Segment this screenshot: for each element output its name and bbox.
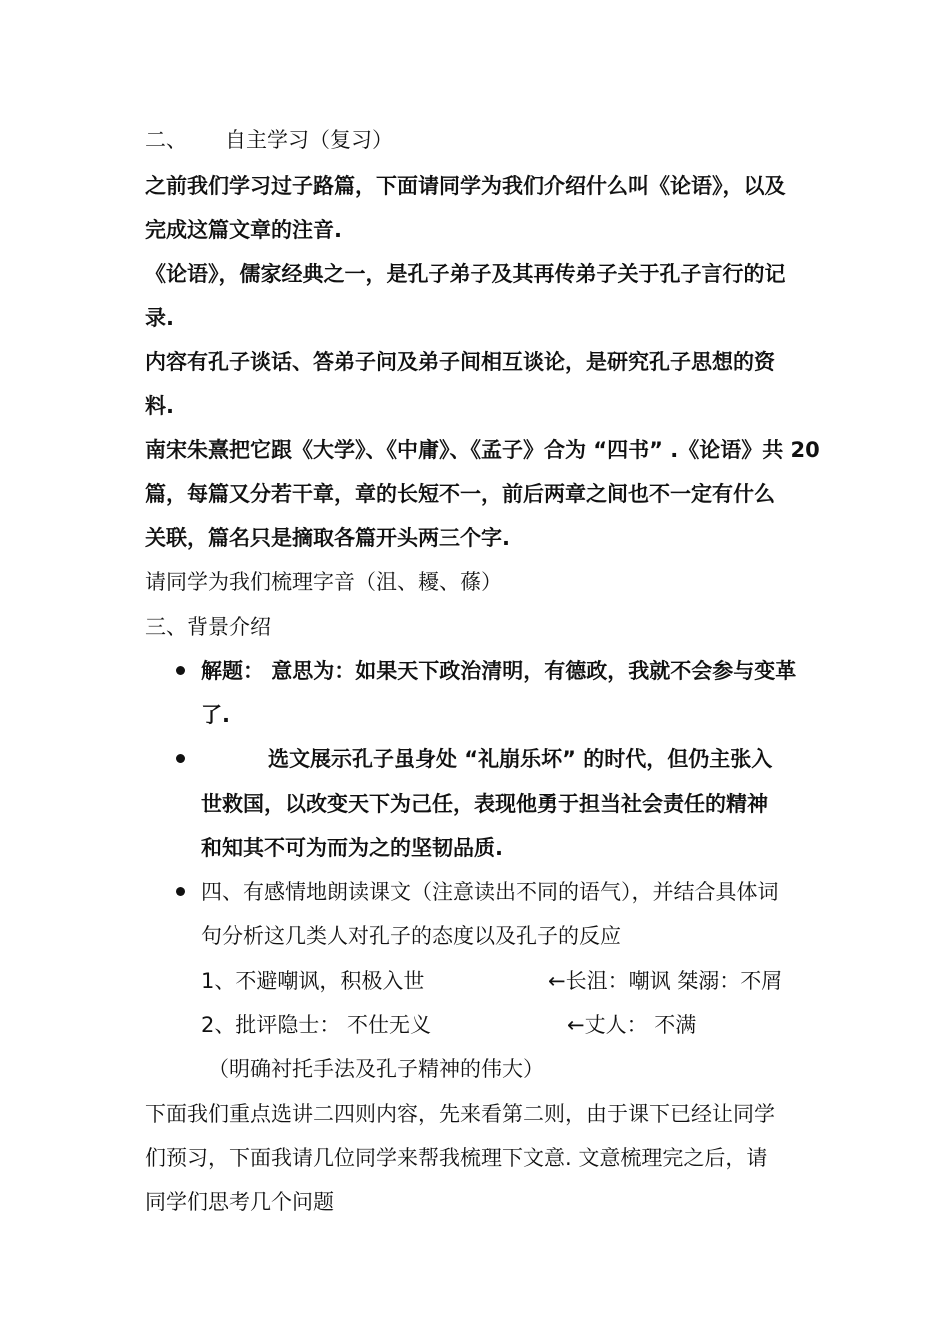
- section-2-number: 二、: [145, 128, 187, 152]
- bullet-3-line-1: 四、有感情地朗读课文（注意读出不同的语气），并结合具体词: [201, 880, 779, 904]
- intro-line-1: 之前我们学习过子路篇，下面请同学为我们介绍什么叫《论语》，以及: [145, 174, 786, 198]
- analysis-row-2: [0, 1010, 950, 1040]
- bullet-1-line-2: 了.: [201, 703, 230, 727]
- bullet-3-line-2: 句分析这几类人对孔子的态度以及孔子的反应: [201, 924, 621, 948]
- pronunciation-line: 请同学为我们梳理字音（沮、耰、蓧）: [145, 570, 502, 594]
- sishu-line-3: 关联，篇名只是摘取各篇开头两三个字.: [145, 526, 510, 550]
- section-2-title: 自主学习（复习）: [225, 128, 393, 152]
- closing-line-3: 同学们思考几个问题: [145, 1190, 334, 1214]
- section-3-heading: 三、背景介绍: [145, 615, 271, 639]
- analysis-row-1: [0, 966, 950, 996]
- analysis-row-1-left: 1、不避嘲讽，积极入世: [201, 969, 425, 993]
- closing-line-2: 们预习，下面我请几位同学来帮我梳理下文意. 文意梳理完之后，请: [145, 1146, 768, 1170]
- bullet-dot-1: [176, 666, 185, 675]
- bullet-2-line-3: 和知其不可为而为之的坚韧品质.: [201, 836, 503, 860]
- analysis-row-2-right: ←丈人： 不满: [567, 1013, 697, 1037]
- analysis-row-2-left: 2、批评隐士： 不仕无义: [201, 1013, 432, 1037]
- intro-line-2: 完成这篇文章的注音.: [145, 218, 342, 242]
- content-line-1: 内容有孔子谈话、答弟子问及弟子间相互谈论，是研究孔子思想的资: [145, 350, 775, 374]
- bullet-2-line-2: 世救国，以改变天下为己任，表现他勇于担当社会责任的精神: [201, 792, 768, 816]
- technique-note: （明确衬托手法及孔子精神的伟大）: [208, 1057, 544, 1081]
- section-2-heading: [145, 125, 393, 155]
- content-line-2: 料.: [145, 394, 174, 418]
- bullet-dot-2: [176, 754, 185, 763]
- sishu-line-2: 篇，每篇又分若干章，章的长短不一，前后两章之间也不一定有什么: [145, 482, 775, 506]
- analysis-row-1-right: ←长沮：嘲讽 桀溺：不屑: [548, 969, 783, 993]
- sishu-line-1: 南宋朱熹把它跟《大学》、《中庸》、《孟子》合为 “四书” .《论语》共 20: [145, 438, 820, 462]
- bullet-dot-3: [176, 887, 185, 896]
- lunyu-line-1: 《论语》，儒家经典之一，是孔子弟子及其再传弟子关于孔子言行的记: [145, 262, 786, 286]
- closing-line-1: 下面我们重点选讲二四则内容，先来看第二则，由于课下已经让同学: [145, 1102, 775, 1126]
- bullet-1-line-1: 解题： 意思为：如果天下政治清明，有德政，我就不会参与变革: [201, 659, 797, 683]
- bullet-2-line-1: 选文展示孔子虽身处 “礼崩乐坏” 的时代，但仍主张入: [268, 747, 773, 771]
- lunyu-line-2: 录.: [145, 306, 174, 330]
